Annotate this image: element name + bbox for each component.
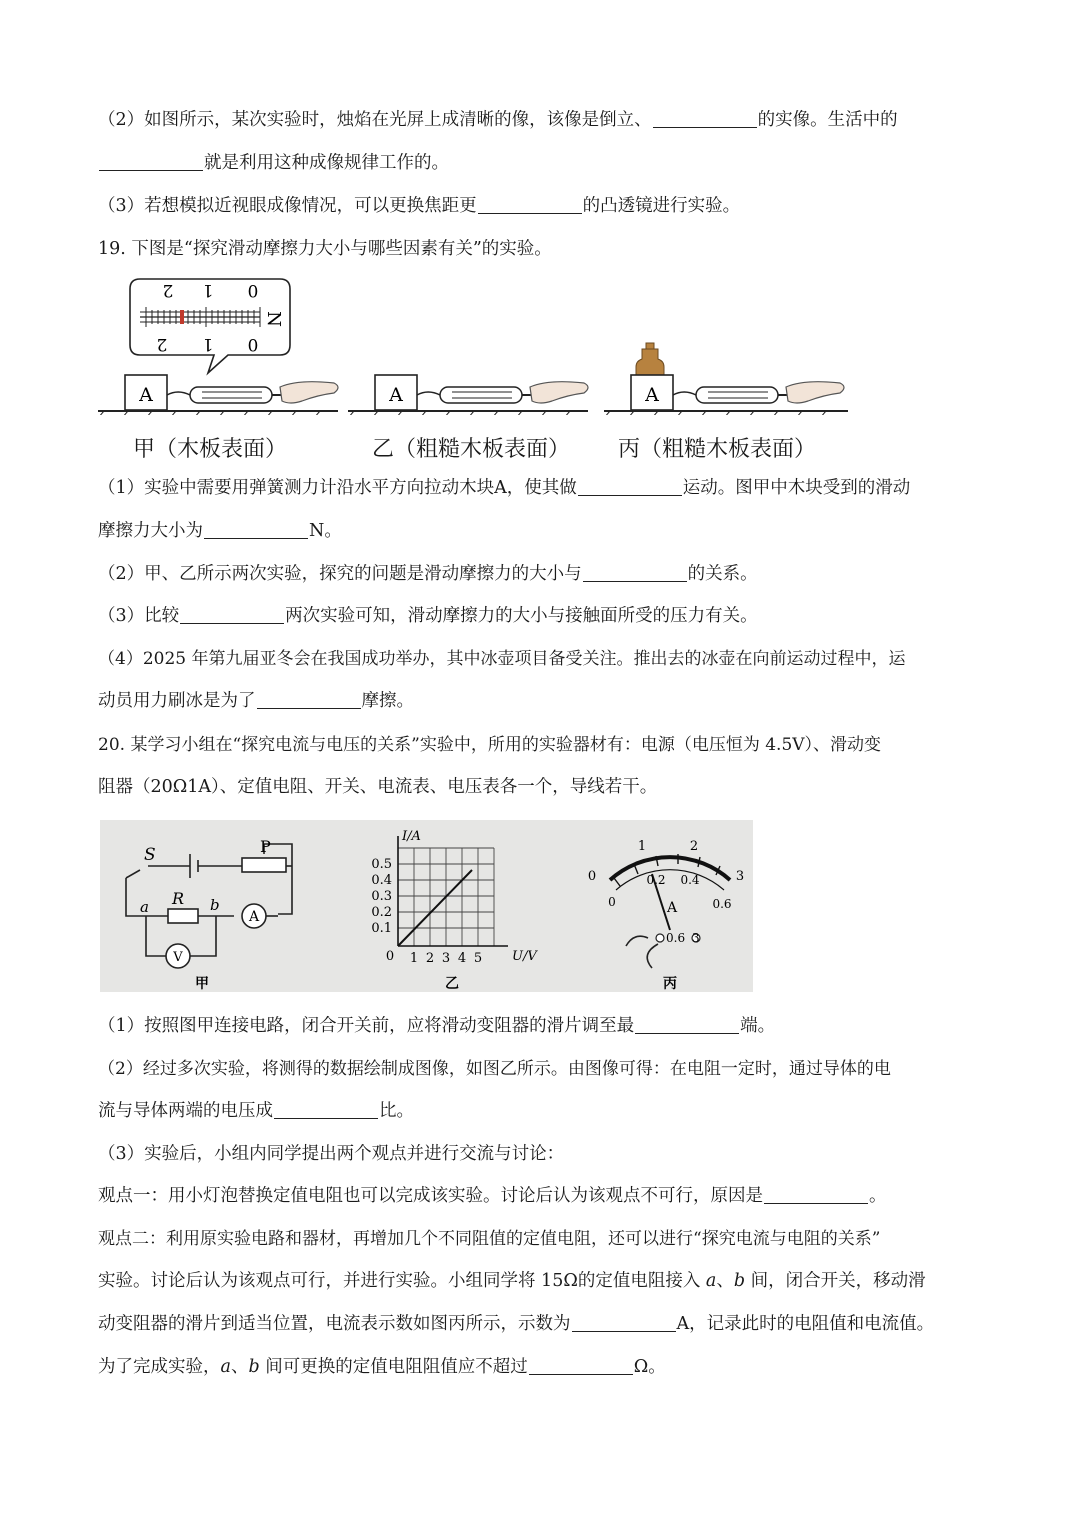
q20-p2-blank[interactable] bbox=[274, 1100, 378, 1119]
setup-yi bbox=[348, 375, 588, 415]
caption-yi: 乙（粗糙木板表面） bbox=[372, 437, 571, 462]
q20-title-line2: 阻器（20Ω1A）、定值电阻、开关、电流表、电压表各一个，导线若干。 bbox=[98, 777, 658, 797]
q19-part1-line2 bbox=[98, 519, 342, 543]
q18-p2-text-b: 的实像。生活中的 bbox=[757, 110, 898, 130]
spring-scale-callout bbox=[130, 279, 290, 373]
q18-p3-text-a: （3）若想模拟近视眼成像情况，可以更换焦距更 bbox=[98, 196, 477, 216]
q20-v2-text-c: 间，闭合开关，移动滑 bbox=[745, 1271, 926, 1291]
q19-p3-text-a: （3）比较 bbox=[98, 606, 180, 626]
scale-bottom-label-0: 0 bbox=[247, 334, 259, 354]
scale-top-label-1: 1 bbox=[202, 280, 214, 300]
q20-v1-blank[interactable] bbox=[764, 1185, 868, 1204]
q18-p2-text-c: 就是利用这种成像规律工作的。 bbox=[204, 153, 449, 173]
block-a-label-1: A bbox=[139, 384, 153, 406]
setup-jia bbox=[98, 375, 338, 415]
figure-label-bing: 丙 bbox=[663, 976, 677, 992]
circuit-slider-label: P bbox=[260, 837, 271, 856]
q19-p1-text-d: N。 bbox=[309, 521, 342, 541]
q19-p1-blank-2[interactable] bbox=[204, 520, 308, 539]
q20-part2-line2 bbox=[98, 1099, 414, 1123]
graph-x-tick-2: 2 bbox=[425, 951, 435, 966]
q19-part3-line bbox=[98, 604, 758, 628]
q19-p4-text-b: 动员用力刷冰是为了 bbox=[98, 691, 256, 711]
graph-x-tick-4: 4 bbox=[457, 951, 467, 966]
q19-p3-text-b: 两次实验可知，滑动摩擦力的大小与接触面所受的压力有关。 bbox=[285, 606, 758, 626]
q20-v1-text-a: 观点一：用小灯泡替换定值电阻也可以完成该实验。讨论后认为该观点不可行，原因是 bbox=[98, 1186, 763, 1206]
q18-p3-blank[interactable] bbox=[478, 195, 582, 214]
q20-v2-var-a-2: a bbox=[220, 1357, 231, 1377]
graph-y-tick-0.3: 0.3 bbox=[371, 889, 392, 904]
q20-p1-blank[interactable] bbox=[635, 1015, 739, 1034]
caption-jia: 甲（木板表面） bbox=[133, 437, 288, 462]
q20-v2-sep: 、 bbox=[716, 1271, 734, 1291]
q18-p2-blank-1[interactable] bbox=[653, 109, 757, 128]
friction-experiment-figure bbox=[98, 275, 858, 415]
graph-y-tick-0.1: 0.1 bbox=[371, 921, 392, 936]
graph-x-tick-3: 3 bbox=[441, 951, 451, 966]
dial-outer-1: 1 bbox=[637, 839, 647, 854]
q19-part1-line1 bbox=[98, 476, 910, 500]
setup-bing bbox=[604, 343, 848, 415]
q18-p2-text-a: （2）如图所示，某次实验时，烛焰在光屏上成清晰的像，该像是倒立、 bbox=[98, 110, 652, 130]
q19-p1-text-b: 运动。图甲中木块受到的滑动 bbox=[682, 478, 911, 498]
q19-p2-text-a: （2）甲、乙所示两次实验，探究的问题是滑动摩擦力的大小与 bbox=[98, 564, 582, 584]
q20-p1-text-b: 端。 bbox=[740, 1016, 776, 1036]
graph-x-tick-5: 5 bbox=[473, 951, 483, 966]
dial-symbol: A bbox=[666, 900, 678, 916]
circuit-experiment-figure bbox=[100, 820, 753, 992]
ammeter-symbol: A bbox=[248, 909, 260, 925]
q19-p2-blank[interactable] bbox=[583, 563, 687, 582]
figure-label-yi: 乙 bbox=[445, 976, 459, 992]
q20-view2-line1: 观点二：利用原实验电路和器材，再增加几个不同阻值的定值电阻，还可以进行“探究电流与电阻的关系” bbox=[98, 1229, 881, 1249]
q20-v2-blank-1[interactable] bbox=[572, 1313, 676, 1332]
q20-p2-text-b: 流与导体两端的电压成 bbox=[98, 1101, 273, 1121]
q19-p1-text-a: （1）实验中需要用弹簧测力计沿水平方向拉动木块A，使其做 bbox=[98, 478, 577, 498]
q18-p2-blank-2[interactable] bbox=[99, 152, 203, 171]
graph-origin: 0 bbox=[385, 949, 395, 964]
q19-p1-blank-1[interactable] bbox=[578, 477, 682, 496]
q20-v2-blank-2[interactable] bbox=[529, 1356, 633, 1375]
q19-part4-line2 bbox=[98, 689, 414, 713]
q20-v2-sep-2: 、 bbox=[230, 1357, 249, 1377]
q20-v2-text-b: 实验。讨论后认为该观点可行，并进行实验。小组同学将 15Ω的定值电阻接入 bbox=[98, 1271, 706, 1291]
q19-p3-blank[interactable] bbox=[180, 605, 284, 624]
q20-v2-var-a: a bbox=[705, 1271, 717, 1291]
q20-v2-var-b-2: b bbox=[248, 1357, 260, 1377]
voltmeter-symbol: V bbox=[173, 950, 183, 965]
scale-top-label-0: 0 bbox=[247, 280, 259, 300]
block-a-label-3: A bbox=[645, 384, 659, 406]
dial-outer-0: 0 bbox=[587, 869, 597, 884]
q20-v1-text-b: 。 bbox=[869, 1186, 887, 1206]
q20-v2-text-f: 为了完成实验， bbox=[98, 1357, 221, 1377]
dial-outer-2: 2 bbox=[689, 839, 699, 854]
q20-view2-line2 bbox=[98, 1269, 926, 1293]
dial-outer-3: 3 bbox=[735, 869, 745, 884]
q20-p2-text-c: 比。 bbox=[379, 1101, 414, 1121]
q19-part4-line1: （4）2025 年第九届亚冬会在我国成功举办，其中冰壶项目备受关注。推出去的冰壶在向前运动过程中，运 bbox=[98, 649, 906, 669]
q19-p1-text-c: 摩擦力大小为 bbox=[98, 521, 203, 541]
q20-title-line1: 20. 某学习小组在“探究电流与电压的关系”实验中，所用的实验器材有：电源（电压恒为 4.5V）、滑动变 bbox=[98, 735, 882, 755]
dial-inner-0.2: 0.2 bbox=[646, 873, 666, 887]
scale-unit-label: N bbox=[263, 311, 284, 327]
q19-p4-blank[interactable] bbox=[257, 690, 361, 709]
q19-part2-line bbox=[98, 562, 758, 586]
q18-part3-line bbox=[98, 194, 740, 218]
block-a-label-2: A bbox=[389, 384, 403, 406]
circuit-point-a: a bbox=[140, 898, 149, 916]
graph-x-axis-label: U/V bbox=[512, 949, 537, 964]
figure-label-jia: 甲 bbox=[195, 976, 209, 992]
q20-part3-line: （3）实验后，小组内同学提出两个观点并进行交流与讨论： bbox=[98, 1144, 565, 1164]
q20-v2-text-d: 动变阻器的滑片到适当位置，电流表示数如图丙所示，示数为 bbox=[98, 1314, 571, 1334]
q20-view2-line3 bbox=[98, 1312, 934, 1336]
terminal-0.6: 0.6 bbox=[666, 931, 686, 945]
circuit-point-b: b bbox=[210, 896, 220, 914]
q20-view1-line bbox=[98, 1184, 887, 1208]
q20-v2-text-e: A，记录此时的电阻值和电流值。 bbox=[676, 1314, 935, 1334]
graph-y-tick-0.2: 0.2 bbox=[371, 905, 392, 920]
scale-bottom-label-1: 1 bbox=[202, 334, 214, 354]
q19-p2-text-b: 的关系。 bbox=[687, 564, 758, 584]
q20-p1-text-a: （1）按照图甲连接电路，闭合开关前，应将滑动变阻器的滑片调至最 bbox=[98, 1016, 635, 1036]
q20-v2-text-h: Ω。 bbox=[633, 1357, 666, 1377]
dial-inner-0.6: 0.6 bbox=[712, 897, 732, 911]
q18-part2-line1 bbox=[98, 108, 898, 132]
q20-part1-line bbox=[98, 1014, 775, 1038]
q20-v2-text-g: 间可更换的定值电阻阻值应不超过 bbox=[259, 1357, 528, 1377]
dial-inner-0.4: 0.4 bbox=[680, 873, 700, 887]
scale-bottom-label-2: 2 bbox=[156, 334, 168, 354]
terminal-3: 3 bbox=[692, 931, 700, 945]
q19-title: 19. 下图是“探究滑动摩擦力大小与哪些因素有关”的实验。 bbox=[98, 239, 552, 259]
q18-p3-text-b: 的凸透镜进行实验。 bbox=[582, 196, 741, 216]
q20-part2-line1: （2）经过多次实验，将测得的数据绘制成图像，如图乙所示。由图像可得：在电阻一定时，通过导体的电 bbox=[98, 1059, 891, 1079]
q18-part2-line2 bbox=[98, 151, 449, 175]
circuit-switch-label: S bbox=[144, 845, 156, 865]
graph-y-tick-0.5: 0.5 bbox=[371, 857, 392, 872]
caption-bing: 丙（粗糙木板表面） bbox=[618, 437, 817, 462]
dial-inner-0: 0 bbox=[608, 895, 616, 909]
scale-top-label-2: 2 bbox=[162, 280, 174, 300]
q19-p4-text-c: 摩擦。 bbox=[361, 691, 414, 711]
q20-view2-line4 bbox=[98, 1355, 666, 1379]
circuit-resistor-label: R bbox=[172, 889, 185, 908]
graph-x-tick-1: 1 bbox=[409, 951, 419, 966]
q20-v2-var-b: b bbox=[733, 1271, 746, 1291]
graph-y-axis-label: I/A bbox=[402, 829, 421, 844]
graph-y-tick-0.4: 0.4 bbox=[371, 873, 392, 888]
